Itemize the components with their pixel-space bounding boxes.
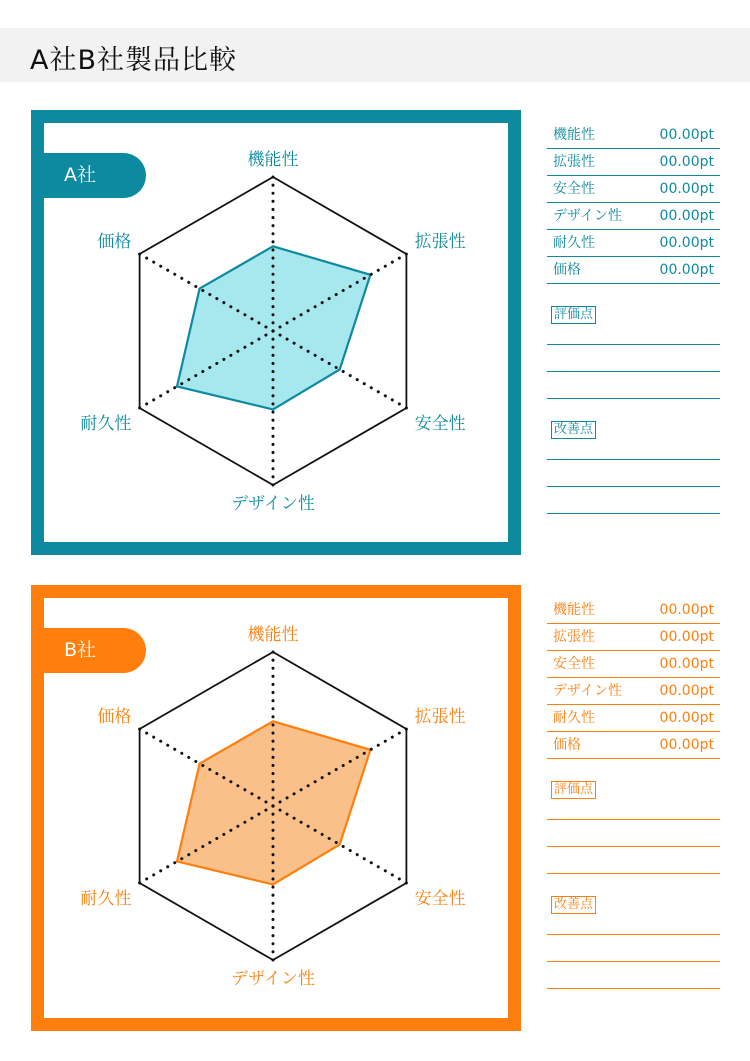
note-line	[547, 487, 720, 514]
score-row	[547, 257, 720, 284]
note-line	[547, 799, 720, 820]
score-label: 機能性	[553, 127, 595, 143]
title-bar	[0, 28, 750, 82]
eval-label: 評価点	[551, 781, 596, 799]
radar-axis-label: デザイン性	[231, 494, 315, 514]
radar-axis-label: 価格	[97, 232, 132, 252]
radar-axis-label: デザイン性	[231, 969, 315, 989]
score-label: 拡張性	[553, 629, 595, 645]
score-value: 00.00pt	[659, 208, 714, 224]
score-value: 00.00pt	[659, 710, 714, 726]
radar-axis-label: 価格	[97, 707, 132, 727]
radar-chart-b	[44, 598, 508, 1018]
score-value: 00.00pt	[659, 181, 714, 197]
note-line	[547, 324, 720, 345]
score-label: 耐久性	[553, 235, 595, 251]
improve-label: 改善点	[551, 896, 596, 914]
score-value: 00.00pt	[659, 656, 714, 672]
score-label: 安全性	[553, 656, 595, 672]
score-sidebar-b	[547, 597, 720, 989]
note-line	[547, 914, 720, 935]
note-line	[547, 962, 720, 989]
score-label: 価格	[553, 262, 581, 278]
score-value: 00.00pt	[659, 127, 714, 143]
score-row	[547, 651, 720, 678]
radar-axis-label: 耐久性	[80, 414, 132, 434]
note-line	[547, 372, 720, 399]
score-row	[547, 624, 720, 651]
company-tag-a: A社	[31, 153, 146, 198]
radar-axis-label: 拡張性	[414, 707, 466, 727]
score-value: 00.00pt	[659, 262, 714, 278]
score-value: 00.00pt	[659, 235, 714, 251]
note-line	[547, 847, 720, 874]
radar-series-area	[177, 246, 370, 409]
score-label: 安全性	[553, 181, 595, 197]
radar-chart-a	[44, 123, 508, 542]
score-row	[547, 230, 720, 257]
page-title: A社B社製品比較	[30, 45, 237, 76]
improve-label: 改善点	[551, 421, 596, 439]
score-row	[547, 176, 720, 203]
radar-panel-b	[31, 585, 521, 1031]
score-value: 00.00pt	[659, 629, 714, 645]
note-line	[547, 345, 720, 372]
score-label: デザイン性	[553, 208, 623, 224]
note-line	[547, 439, 720, 460]
score-label: デザイン性	[553, 683, 623, 699]
score-value: 00.00pt	[659, 737, 714, 753]
radar-axis-label: 耐久性	[80, 889, 132, 909]
score-sidebar-a	[547, 122, 720, 514]
radar-series-area	[177, 721, 370, 884]
radar-axis-label: 機能性	[247, 625, 299, 645]
radar-axis-label: 機能性	[247, 150, 299, 170]
score-label: 機能性	[553, 602, 595, 618]
note-line	[547, 460, 720, 487]
score-label: 耐久性	[553, 710, 595, 726]
score-value: 00.00pt	[659, 683, 714, 699]
radar-axis-label: 拡張性	[414, 232, 466, 252]
score-row	[547, 122, 720, 149]
score-value: 00.00pt	[659, 602, 714, 618]
score-label: 拡張性	[553, 154, 595, 170]
score-label: 価格	[553, 737, 581, 753]
note-line	[547, 935, 720, 962]
score-value: 00.00pt	[659, 154, 714, 170]
radar-axis-label: 安全性	[414, 889, 466, 909]
radar-panel-a	[31, 110, 521, 555]
note-line	[547, 820, 720, 847]
score-row	[547, 597, 720, 624]
score-row	[547, 732, 720, 759]
score-row	[547, 203, 720, 230]
radar-axis-label: 安全性	[414, 414, 466, 434]
company-tag-b: B社	[31, 628, 146, 673]
score-row	[547, 149, 720, 176]
score-row	[547, 705, 720, 732]
score-row	[547, 678, 720, 705]
eval-label: 評価点	[551, 306, 596, 324]
